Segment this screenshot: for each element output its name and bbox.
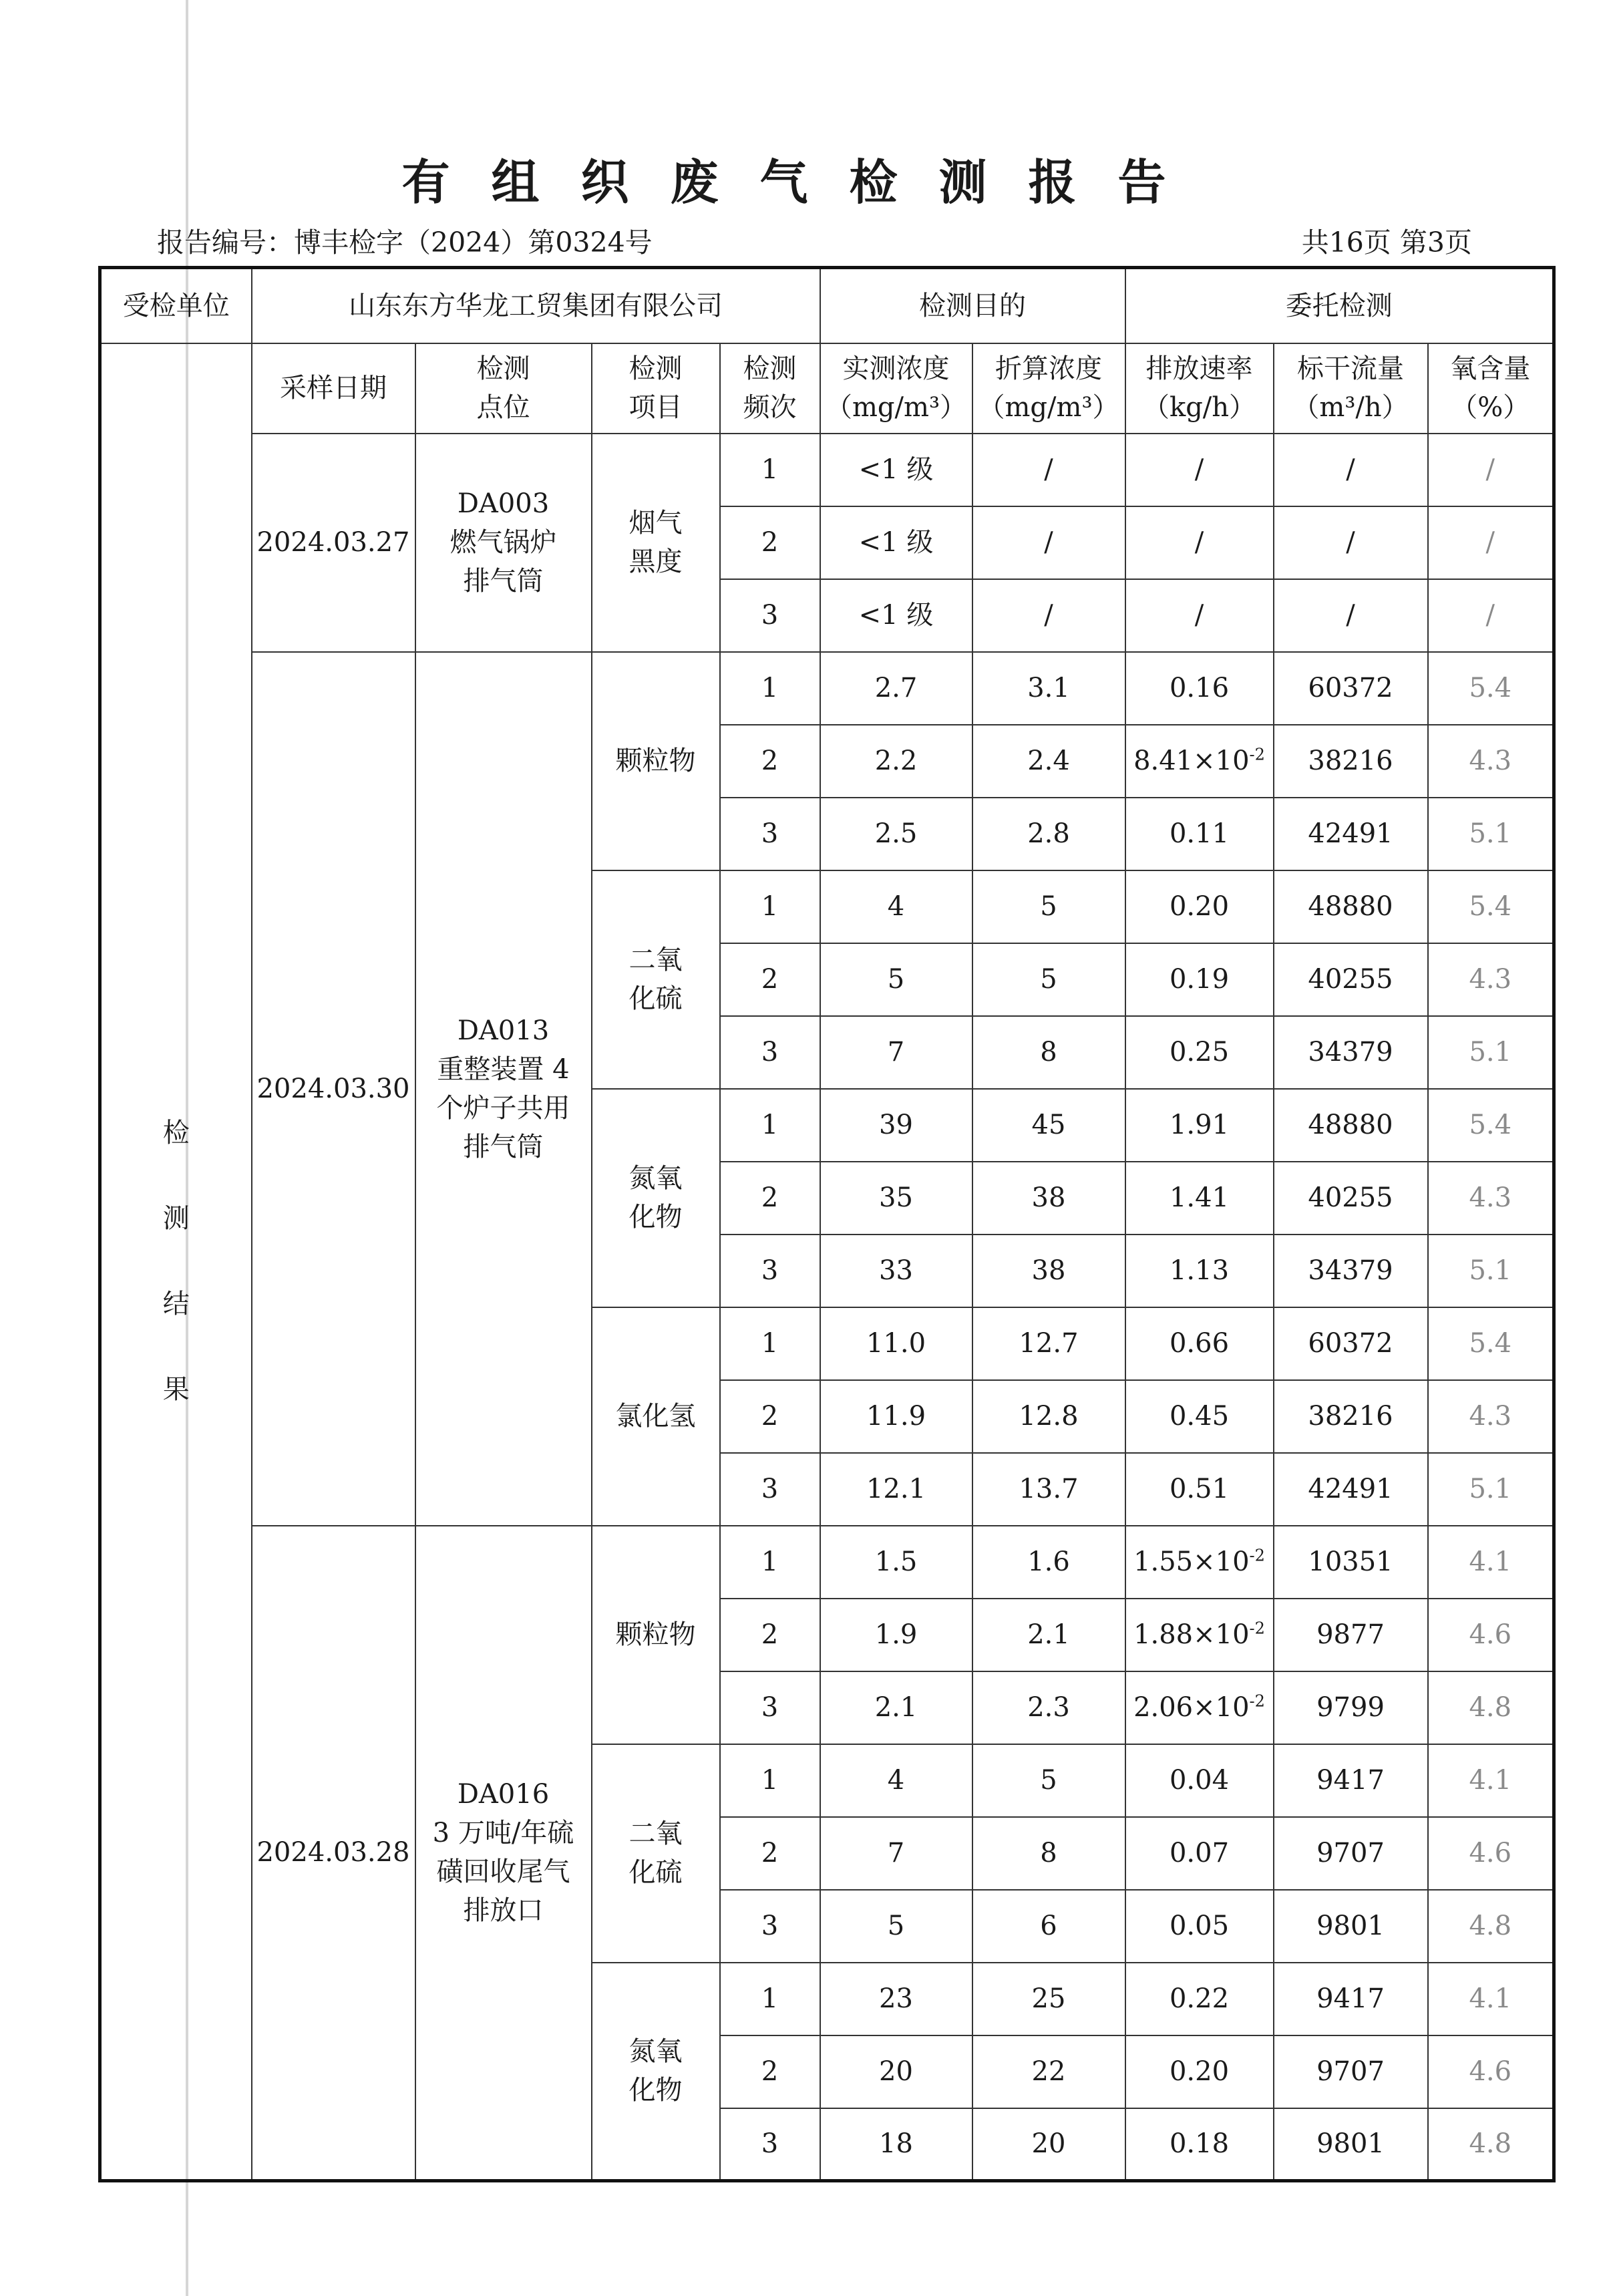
measured-cell: 7 — [820, 1016, 972, 1089]
flow-cell: 42491 — [1274, 1453, 1428, 1526]
table-row — [100, 1526, 1554, 1599]
converted-cell: 25 — [972, 1963, 1125, 2035]
test-item: 氮氧 化物 — [592, 1963, 720, 2181]
converted-cell: / — [972, 579, 1125, 652]
measured-cell: 35 — [820, 1162, 972, 1235]
results-table — [98, 266, 1556, 2182]
measured-cell: 11.9 — [820, 1380, 972, 1453]
oxygen-cell: 5.1 — [1428, 798, 1554, 870]
results-label-char: 果 — [162, 1374, 190, 1406]
measured-cell: 7 — [820, 1817, 972, 1890]
test-item: 氮氧 化物 — [592, 1089, 720, 1307]
converted-cell: 38 — [972, 1162, 1125, 1235]
rate-cell: $8.41\times 10^{-2}$ — [1125, 725, 1274, 798]
rate-cell: $1.88\times 10^{-2}$ — [1125, 1599, 1274, 1671]
frequency-cell: 2 — [720, 506, 820, 579]
measured-cell: 5 — [820, 1890, 972, 1963]
converted-cell: 20 — [972, 2108, 1125, 2181]
rate-cell: 0.05 — [1125, 1890, 1274, 1963]
results-label-char: 结 — [162, 1289, 190, 1320]
flow-cell: 60372 — [1274, 1307, 1428, 1380]
header-date: 采样日期 — [252, 343, 415, 434]
measured-cell: 1.5 — [820, 1526, 972, 1599]
flow-cell: 48880 — [1274, 1089, 1428, 1162]
oxygen-cell: / — [1428, 506, 1554, 579]
rate-cell: 0.66 — [1125, 1307, 1274, 1380]
rate-cell: 0.16 — [1125, 652, 1274, 725]
frequency-cell: 2 — [720, 1380, 820, 1453]
converted-cell: 8 — [972, 1016, 1125, 1089]
oxygen-cell: 4.8 — [1428, 2108, 1554, 2181]
converted-cell: 2.3 — [972, 1671, 1125, 1744]
measured-cell: 23 — [820, 1963, 972, 2035]
frequency-cell: 2 — [720, 1162, 820, 1235]
header-flow: 标干流量 （m³/h） — [1274, 343, 1428, 434]
sampling-point: DA003 燃气锅炉 排气筒 — [415, 434, 592, 652]
rate-cell: 1.91 — [1125, 1089, 1274, 1162]
oxygen-cell: 5.4 — [1428, 1307, 1554, 1380]
frequency-cell: 1 — [720, 1526, 820, 1599]
measured-cell: 2.7 — [820, 652, 972, 725]
measured-cell: 4 — [820, 870, 972, 943]
measured-cell: 12.1 — [820, 1453, 972, 1526]
measured-cell: 1.9 — [820, 1599, 972, 1671]
converted-cell: / — [972, 506, 1125, 579]
flow-cell: 42491 — [1274, 798, 1428, 870]
unit-label: 受检单位 — [100, 268, 252, 343]
converted-cell: 12.7 — [972, 1307, 1125, 1380]
flow-cell: 9877 — [1274, 1599, 1428, 1671]
oxygen-cell: 5.4 — [1428, 652, 1554, 725]
frequency-cell: 1 — [720, 1307, 820, 1380]
oxygen-cell: 4.6 — [1428, 1599, 1554, 1671]
flow-cell: 60372 — [1274, 652, 1428, 725]
flow-cell: 34379 — [1274, 1235, 1428, 1307]
frequency-cell: 1 — [720, 434, 820, 506]
oxygen-cell: 4.6 — [1428, 1817, 1554, 1890]
frequency-cell: 2 — [720, 1817, 820, 1890]
converted-cell: 5 — [972, 870, 1125, 943]
frequency-cell: 2 — [720, 943, 820, 1016]
oxygen-cell: 5.1 — [1428, 1016, 1554, 1089]
flow-cell: 9417 — [1274, 1744, 1428, 1817]
sampling-point: DA013 重整装置 4 个炉子共用 排气筒 — [415, 652, 592, 1526]
frequency-cell: 2 — [720, 725, 820, 798]
measured-cell: 2.5 — [820, 798, 972, 870]
oxygen-cell: 4.6 — [1428, 2035, 1554, 2108]
converted-cell: 22 — [972, 2035, 1125, 2108]
header-item: 检测 项目 — [592, 343, 720, 434]
page-info: 共16页 第3页 — [1301, 226, 1472, 259]
test-item: 氯化氢 — [592, 1307, 720, 1526]
frequency-cell: 3 — [720, 798, 820, 870]
header-point: 检测 点位 — [415, 343, 592, 434]
rate-cell: 0.07 — [1125, 1817, 1274, 1890]
flow-cell: / — [1274, 434, 1428, 506]
flow-cell: / — [1274, 506, 1428, 579]
rate-cell: 0.25 — [1125, 1016, 1274, 1089]
converted-cell: 1.6 — [972, 1526, 1125, 1599]
flow-cell: 10351 — [1274, 1526, 1428, 1599]
report-number: 报告编号：博丰检字（2024）第0324号 — [157, 226, 653, 259]
oxygen-cell: 5.1 — [1428, 1235, 1554, 1307]
measured-cell: <1 级 — [820, 506, 972, 579]
frequency-cell: 1 — [720, 870, 820, 943]
results-label — [100, 343, 252, 2181]
flow-cell: 40255 — [1274, 943, 1428, 1016]
rate-cell: $2.06\times 10^{-2}$ — [1125, 1671, 1274, 1744]
header-rate: 排放速率 （kg/h） — [1125, 343, 1274, 434]
measured-cell: 33 — [820, 1235, 972, 1307]
rate-cell: / — [1125, 434, 1274, 506]
rate-cell: 0.22 — [1125, 1963, 1274, 2035]
unit-name: 山东东方华龙工贸集团有限公司 — [252, 268, 820, 343]
rate-cell: 1.13 — [1125, 1235, 1274, 1307]
purpose-label: 检测目的 — [820, 268, 1125, 343]
header-converted: 折算浓度 （mg/m³） — [972, 343, 1125, 434]
converted-cell: 5 — [972, 1744, 1125, 1817]
converted-cell: 45 — [972, 1089, 1125, 1162]
oxygen-cell: 4.8 — [1428, 1671, 1554, 1744]
oxygen-cell: 4.1 — [1428, 1963, 1554, 2035]
measured-cell: <1 级 — [820, 579, 972, 652]
flow-cell: 38216 — [1274, 1380, 1428, 1453]
results-label-char: 检 — [162, 1118, 190, 1149]
converted-cell: 12.8 — [972, 1380, 1125, 1453]
frequency-cell: 2 — [720, 2035, 820, 2108]
test-item: 二氧 化硫 — [592, 870, 720, 1089]
oxygen-cell: 4.3 — [1428, 1162, 1554, 1235]
converted-cell: 2.4 — [972, 725, 1125, 798]
header-row — [100, 343, 1554, 434]
oxygen-cell: 4.3 — [1428, 1380, 1554, 1453]
frequency-cell: 3 — [720, 1016, 820, 1089]
test-item: 颗粒物 — [592, 1526, 720, 1744]
rate-cell: 0.51 — [1125, 1453, 1274, 1526]
oxygen-cell: 5.1 — [1428, 1453, 1554, 1526]
flow-cell: 9707 — [1274, 2035, 1428, 2108]
table-row — [100, 434, 1554, 506]
flow-cell: 9799 — [1274, 1671, 1428, 1744]
oxygen-cell: 4.3 — [1428, 725, 1554, 798]
rate-cell: / — [1125, 579, 1274, 652]
rate-cell: 0.18 — [1125, 2108, 1274, 2181]
rate-cell: 1.41 — [1125, 1162, 1274, 1235]
rate-cell: 0.11 — [1125, 798, 1274, 870]
header-frequency: 检测 频次 — [720, 343, 820, 434]
measured-cell: 18 — [820, 2108, 972, 2181]
frequency-cell: 1 — [720, 652, 820, 725]
header-oxygen: 氧含量 （%） — [1428, 343, 1554, 434]
converted-cell: 2.1 — [972, 1599, 1125, 1671]
flow-cell: 38216 — [1274, 725, 1428, 798]
oxygen-cell: 5.4 — [1428, 870, 1554, 943]
frequency-cell: 1 — [720, 1963, 820, 2035]
measured-cell: 39 — [820, 1089, 972, 1162]
unit-row — [100, 268, 1554, 343]
measured-cell: 2.1 — [820, 1671, 972, 1744]
frequency-cell: 3 — [720, 579, 820, 652]
flow-cell: 48880 — [1274, 870, 1428, 943]
frequency-cell: 1 — [720, 1089, 820, 1162]
flow-cell: 9707 — [1274, 1817, 1428, 1890]
sampling-date: 2024.03.27 — [252, 434, 415, 652]
measured-cell: 11.0 — [820, 1307, 972, 1380]
frequency-cell: 1 — [720, 1744, 820, 1817]
flow-cell: / — [1274, 579, 1428, 652]
results-label-char: 测 — [162, 1203, 190, 1235]
frequency-cell: 3 — [720, 1671, 820, 1744]
oxygen-cell: / — [1428, 579, 1554, 652]
sampling-date: 2024.03.28 — [252, 1526, 415, 2181]
rate-cell: 0.20 — [1125, 870, 1274, 943]
rate-cell: 0.45 — [1125, 1380, 1274, 1453]
header-measured: 实测浓度 （mg/m³） — [820, 343, 972, 434]
frequency-cell: 3 — [720, 1453, 820, 1526]
converted-cell: 13.7 — [972, 1453, 1125, 1526]
measured-cell: 5 — [820, 943, 972, 1016]
measured-cell: 20 — [820, 2035, 972, 2108]
converted-cell: 5 — [972, 943, 1125, 1016]
converted-cell: 2.8 — [972, 798, 1125, 870]
converted-cell: 3.1 — [972, 652, 1125, 725]
rate-cell: 0.19 — [1125, 943, 1274, 1016]
frequency-cell: 3 — [720, 1890, 820, 1963]
purpose-value: 委托检测 — [1125, 268, 1554, 343]
report-title: 有组织废气检测报告 — [401, 154, 1208, 210]
sampling-date: 2024.03.30 — [252, 652, 415, 1526]
converted-cell: / — [972, 434, 1125, 506]
oxygen-cell: 4.1 — [1428, 1744, 1554, 1817]
rate-cell: 0.20 — [1125, 2035, 1274, 2108]
oxygen-cell: 4.1 — [1428, 1526, 1554, 1599]
flow-cell: 9801 — [1274, 1890, 1428, 1963]
sampling-point: DA016 3 万吨/年硫 磺回收尾气 排放口 — [415, 1526, 592, 2181]
test-item: 烟气 黑度 — [592, 434, 720, 652]
flow-cell: 9801 — [1274, 2108, 1428, 2181]
measured-cell: 4 — [820, 1744, 972, 1817]
flow-cell: 40255 — [1274, 1162, 1428, 1235]
test-item: 二氧 化硫 — [592, 1744, 720, 1963]
rate-cell: 0.04 — [1125, 1744, 1274, 1817]
frequency-cell: 3 — [720, 1235, 820, 1307]
measured-cell: <1 级 — [820, 434, 972, 506]
table-row — [100, 652, 1554, 725]
oxygen-cell: 5.4 — [1428, 1089, 1554, 1162]
measured-cell: 2.2 — [820, 725, 972, 798]
flow-cell: 9417 — [1274, 1963, 1428, 2035]
flow-cell: 34379 — [1274, 1016, 1428, 1089]
frequency-cell: 3 — [720, 2108, 820, 2181]
converted-cell: 6 — [972, 1890, 1125, 1963]
frequency-cell: 2 — [720, 1599, 820, 1671]
oxygen-cell: 4.3 — [1428, 943, 1554, 1016]
converted-cell: 38 — [972, 1235, 1125, 1307]
rate-cell: / — [1125, 506, 1274, 579]
test-item: 颗粒物 — [592, 652, 720, 870]
oxygen-cell: / — [1428, 434, 1554, 506]
oxygen-cell: 4.8 — [1428, 1890, 1554, 1963]
converted-cell: 8 — [972, 1817, 1125, 1890]
rate-cell: $1.55\times 10^{-2}$ — [1125, 1526, 1274, 1599]
